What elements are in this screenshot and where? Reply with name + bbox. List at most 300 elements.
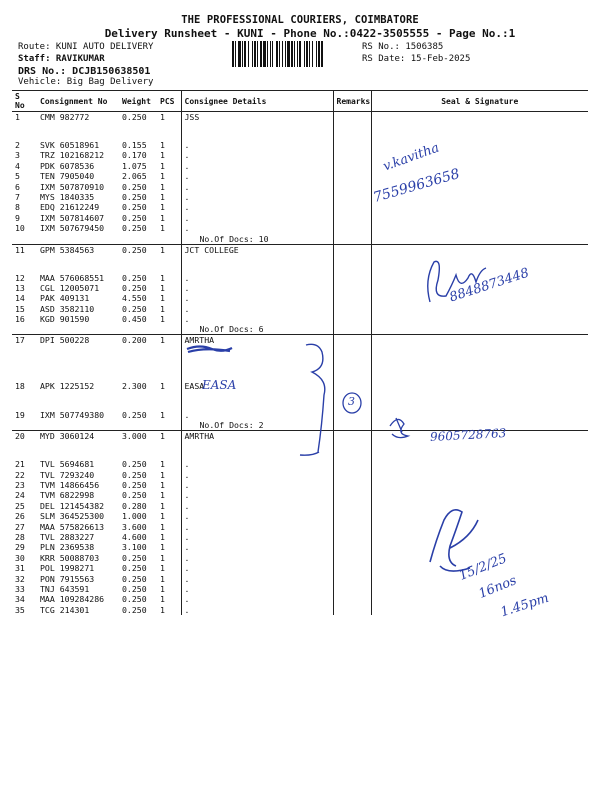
cell-remarks — [333, 112, 371, 123]
cell-pcs: 1 — [160, 459, 165, 470]
table-row — [12, 605, 588, 615]
cell-weight: 0.450 — [122, 314, 147, 325]
table-row — [12, 150, 588, 160]
cell-seal — [371, 490, 588, 500]
cell-seal — [371, 553, 588, 563]
table-row — [12, 574, 588, 584]
cell-weight: 0.250 — [122, 223, 147, 234]
table-row — [12, 459, 588, 469]
cell-remarks — [333, 293, 371, 303]
cell-seal — [371, 459, 588, 469]
cell-sno: 12 — [15, 272, 25, 283]
table-row — [12, 140, 588, 150]
cell-details: AMRTHA — [181, 431, 333, 442]
table-row — [12, 335, 588, 346]
cell-details: . — [181, 410, 333, 420]
table-row — [12, 112, 588, 123]
cell-pcs: 1 — [160, 511, 165, 522]
cell-remarks — [333, 522, 371, 532]
cell-pcs: 1 — [160, 604, 165, 615]
docs-count-row — [12, 324, 588, 335]
cell-remarks — [333, 584, 371, 594]
table-row — [12, 584, 588, 594]
table-row — [12, 490, 588, 500]
cell-seal — [371, 324, 588, 335]
cell-consignment: CMM 982772 — [37, 112, 119, 123]
cell-pcs — [157, 420, 181, 431]
cell-sno: 16 — [15, 314, 25, 325]
cell-pcs: 1 — [160, 563, 165, 574]
cell-seal — [371, 594, 588, 604]
col-header-remarks: Remarks — [333, 91, 371, 112]
cell-consignment — [37, 345, 119, 363]
cell-details: . — [181, 223, 333, 233]
cell-remarks — [333, 255, 371, 273]
cell-sno: 33 — [15, 583, 25, 594]
cell-details — [181, 392, 333, 410]
cell-sno: 8 — [15, 202, 20, 213]
cell-consignment: PLN 2369538 — [40, 542, 95, 553]
cell-pcs: 1 — [160, 191, 165, 202]
cell-weight — [119, 441, 157, 459]
cell-details: . — [181, 480, 333, 490]
cell-remarks — [333, 283, 371, 293]
cell-sno: 2 — [15, 140, 20, 150]
cell-weight: 3.000 — [119, 431, 157, 442]
cell-weight: 4.600 — [122, 531, 147, 542]
runsheet-table — [12, 90, 588, 615]
cell-seal — [371, 304, 588, 314]
cell-seal — [371, 335, 588, 346]
cell-details — [181, 441, 333, 459]
cell-seal — [371, 574, 588, 584]
cell-seal — [371, 363, 588, 381]
cell-seal — [371, 431, 588, 442]
cell-details: JSS — [181, 112, 333, 123]
cell-seal — [371, 234, 588, 245]
cell-pcs: 1 — [157, 431, 181, 442]
table-spacer-row — [12, 122, 588, 140]
cell-weight — [119, 363, 157, 381]
cell-pcs: 1 — [160, 490, 165, 501]
cell-pcs: 1 — [160, 303, 165, 314]
cell-consignment: IXM 507814607 — [40, 212, 105, 223]
cell-weight — [119, 234, 157, 245]
cell-details: . — [181, 522, 333, 532]
table-row — [12, 283, 588, 293]
cell-remarks — [333, 335, 371, 346]
cell-sno — [12, 441, 37, 459]
cell-remarks — [333, 161, 371, 171]
cell-weight: 0.250 — [122, 490, 147, 501]
cell-weight: 0.250 — [122, 282, 147, 293]
cell-weight: 0.250 — [122, 191, 147, 202]
signature-2-phone: 8848873448 — [447, 265, 532, 306]
cell-pcs: 1 — [160, 552, 165, 563]
table-row — [12, 381, 588, 391]
cell-details: . — [181, 304, 333, 314]
table-row — [12, 304, 588, 314]
cell-sno: 3 — [15, 150, 20, 161]
cell-weight: 0.250 — [122, 212, 147, 223]
cell-details: . — [181, 553, 333, 563]
table-row — [12, 501, 588, 511]
col-header-seal: Seal & Signature — [371, 91, 588, 112]
route-label: Route: KUNI AUTO DELIVERY — [18, 42, 154, 52]
table-row — [12, 542, 588, 552]
cell-details: . — [181, 459, 333, 469]
cell-consignment: APK 1225152 — [40, 381, 95, 392]
cell-seal — [371, 112, 588, 123]
cell-remarks — [333, 410, 371, 420]
cell-seal — [371, 182, 588, 192]
cell-remarks — [333, 511, 371, 521]
cell-sno — [12, 392, 37, 410]
cell-consignment: PAK 409131 — [40, 293, 90, 304]
cell-details: . — [181, 490, 333, 500]
table-row — [12, 244, 588, 255]
cell-remarks — [333, 470, 371, 480]
cell-details: . — [181, 594, 333, 604]
table-spacer-row — [12, 441, 588, 459]
cell-consignment: TVM 6822998 — [40, 490, 95, 501]
cell-weight: 0.250 — [119, 244, 157, 255]
cell-sno: 34 — [15, 594, 25, 605]
barcode — [232, 41, 356, 67]
cell-remarks — [333, 213, 371, 223]
cell-sno: 1 — [12, 112, 37, 123]
cell-sno: 4 — [15, 160, 20, 171]
cell-seal — [371, 420, 588, 431]
table-row — [12, 553, 588, 563]
cell-sno: 15 — [15, 303, 25, 314]
cell-seal — [371, 293, 588, 303]
cell-seal — [371, 202, 588, 212]
cell-remarks — [333, 363, 371, 381]
cell-consignment: TVL 5694681 — [40, 459, 95, 470]
cell-remarks — [333, 345, 371, 363]
col-header-weight: Weight — [119, 91, 157, 112]
cell-details: No.Of Docs: 6 — [181, 324, 333, 335]
cell-seal — [371, 255, 588, 273]
cell-details — [181, 122, 333, 140]
cell-weight: 0.250 — [122, 303, 147, 314]
cell-details — [181, 345, 333, 363]
cell-sno: 10 — [15, 223, 25, 234]
cell-remarks — [333, 182, 371, 192]
table-spacer-row — [12, 345, 588, 363]
cell-pcs — [157, 122, 181, 140]
cell-details: . — [181, 511, 333, 521]
cell-pcs: 1 — [160, 314, 165, 325]
cell-weight — [119, 420, 157, 431]
cell-consignment: EDQ 21612249 — [40, 202, 100, 213]
cell-sno: 18 — [15, 381, 25, 392]
cell-consignment — [37, 363, 119, 381]
cell-pcs — [157, 441, 181, 459]
cell-seal — [371, 511, 588, 521]
cell-weight — [119, 345, 157, 363]
cell-sno — [12, 420, 37, 431]
cell-pcs: 1 — [160, 272, 165, 283]
cell-sno: 21 — [15, 459, 25, 470]
cell-weight: 0.250 — [122, 563, 147, 574]
cell-pcs: 1 — [160, 223, 165, 234]
cell-weight: 0.280 — [122, 500, 147, 511]
cell-sno: 29 — [15, 542, 25, 553]
cell-remarks — [333, 501, 371, 511]
cell-details: . — [181, 542, 333, 552]
cell-pcs — [157, 345, 181, 363]
cell-pcs: 1 — [160, 542, 165, 553]
cell-consignment: IXM 507870910 — [40, 181, 105, 192]
cell-weight: 4.550 — [122, 293, 147, 304]
staff-label: Staff: RAVIKUMAR — [18, 54, 105, 64]
cell-details — [181, 255, 333, 273]
cell-seal — [371, 480, 588, 490]
table-row — [12, 532, 588, 542]
cell-weight: 0.250 — [122, 469, 147, 480]
vehicle-label: Vehicle: Big Bag Delivery — [18, 77, 154, 87]
cell-weight: 0.170 — [122, 150, 147, 161]
cell-details: . — [181, 605, 333, 615]
cell-remarks — [333, 441, 371, 459]
cell-sno: 7 — [15, 191, 20, 202]
cell-consignment: TVM 14866456 — [40, 480, 100, 491]
cell-sno — [12, 324, 37, 335]
cell-pcs: 1 — [160, 140, 165, 150]
cell-remarks — [333, 244, 371, 255]
cell-details: . — [181, 470, 333, 480]
cell-remarks — [333, 140, 371, 150]
cell-remarks — [333, 563, 371, 573]
cell-weight: 2.300 — [122, 381, 147, 392]
cell-weight: 0.250 — [122, 202, 147, 213]
cell-pcs — [157, 392, 181, 410]
cell-remarks — [333, 314, 371, 324]
cell-remarks — [333, 171, 371, 181]
time-note: 1.45pm — [498, 590, 551, 621]
cell-pcs: 1 — [160, 594, 165, 605]
cell-consignment: KGD 901590 — [40, 314, 90, 325]
cell-pcs: 1 — [157, 335, 181, 346]
cell-weight: 0.250 — [122, 409, 147, 420]
cell-sno: 28 — [15, 531, 25, 542]
cell-sno: 22 — [15, 469, 25, 480]
cell-seal — [371, 501, 588, 511]
cell-weight: 0.200 — [119, 335, 157, 346]
runsheet-subtitle: Delivery Runsheet - KUNI - Phone No.:0422-3505555 - Page No.:1 — [104, 27, 516, 40]
cell-sno: 19 — [15, 409, 25, 420]
table-spacer-row — [12, 255, 588, 273]
cell-pcs: 1 — [157, 112, 181, 123]
cell-details: . — [181, 273, 333, 283]
cell-weight: 3.100 — [122, 542, 147, 553]
cell-seal — [371, 122, 588, 140]
cell-sno: 27 — [15, 521, 25, 532]
cell-sno — [12, 363, 37, 381]
cell-weight: 0.250 — [122, 583, 147, 594]
cell-sno — [12, 345, 37, 363]
cell-remarks — [333, 431, 371, 442]
cell-consignment: TEN 7905040 — [40, 171, 95, 182]
cell-consignment — [37, 420, 119, 431]
cell-weight: 0.250 — [122, 594, 147, 605]
cell-seal — [371, 563, 588, 573]
drs-number: DRS No.: DCJB150638501 — [18, 66, 151, 77]
cell-details: . — [181, 202, 333, 212]
cell-remarks — [333, 202, 371, 212]
cell-remarks — [333, 392, 371, 410]
table-header-row — [12, 91, 588, 112]
cell-remarks — [333, 459, 371, 469]
table-row — [12, 171, 588, 181]
table-row — [12, 314, 588, 324]
cell-consignment: IXM 507749380 — [40, 409, 105, 420]
cell-details: . — [181, 283, 333, 293]
col-header-sno: S No — [12, 91, 37, 112]
cell-seal — [371, 542, 588, 552]
cell-weight: 3.600 — [122, 521, 147, 532]
cell-seal — [371, 441, 588, 459]
cell-remarks — [333, 553, 371, 563]
cell-pcs: 1 — [160, 150, 165, 161]
docs-count-row — [12, 234, 588, 245]
rs-date: RS Date: 15-Feb-2025 — [362, 54, 471, 64]
cell-remarks — [333, 574, 371, 584]
cell-remarks — [333, 122, 371, 140]
table-row — [12, 192, 588, 202]
rs-number: RS No.: 1506385 — [362, 42, 444, 52]
cell-consignment: TRZ 102168212 — [40, 150, 105, 161]
cell-pcs: 1 — [160, 500, 165, 511]
cell-seal — [371, 283, 588, 293]
cell-weight: 0.250 — [122, 272, 147, 283]
cell-consignment: MYS 1840335 — [40, 191, 95, 202]
cell-weight: 0.155 — [122, 140, 147, 150]
cell-sno: 23 — [15, 480, 25, 491]
cell-consignment: PDK 6078536 — [40, 160, 95, 171]
cell-weight: 0.250 — [122, 552, 147, 563]
table-row — [12, 213, 588, 223]
cell-consignment: TNJ 643591 — [40, 583, 90, 594]
cell-details: No.Of Docs: 10 — [181, 234, 333, 245]
cell-sno: 26 — [15, 511, 25, 522]
cell-pcs: 1 — [160, 202, 165, 213]
cell-pcs: 1 — [160, 480, 165, 491]
table-spacer-row — [12, 363, 588, 381]
cell-details: . — [181, 501, 333, 511]
cell-remarks — [333, 234, 371, 245]
cell-pcs — [157, 234, 181, 245]
cell-seal — [371, 381, 588, 391]
cell-seal — [371, 213, 588, 223]
cell-pcs: 1 — [160, 160, 165, 171]
cell-weight: 0.250 — [122, 181, 147, 192]
cell-seal — [371, 161, 588, 171]
cell-pcs: 1 — [160, 171, 165, 182]
cell-consignment: KRR 50088703 — [40, 552, 100, 563]
cell-pcs: 1 — [160, 469, 165, 480]
table-row — [12, 470, 588, 480]
cell-seal — [371, 410, 588, 420]
cell-remarks — [333, 304, 371, 314]
table-row — [12, 480, 588, 490]
cell-sno — [12, 255, 37, 273]
table-row — [12, 182, 588, 192]
table-row — [12, 223, 588, 233]
cell-pcs: 1 — [160, 293, 165, 304]
cell-weight: 1.075 — [122, 160, 147, 171]
cell-details: . — [181, 532, 333, 542]
cell-remarks — [333, 273, 371, 283]
cell-sno — [12, 234, 37, 245]
table-row — [12, 431, 588, 442]
cell-details: JCT COLLEGE — [181, 244, 333, 255]
barcode-bar — [323, 41, 324, 67]
table-row — [12, 161, 588, 171]
cell-pcs: 1 — [160, 521, 165, 532]
cell-consignment — [37, 234, 119, 245]
signature-3-phone: 9605728763 — [429, 426, 507, 444]
cell-pcs: 1 — [160, 531, 165, 542]
cell-sno: 31 — [15, 563, 25, 574]
cell-remarks — [333, 150, 371, 160]
cell-consignment: ASD 3582110 — [40, 303, 95, 314]
cell-pcs: 1 — [160, 573, 165, 584]
cell-seal — [371, 392, 588, 410]
signature-1-name: v.kavitha — [381, 140, 442, 175]
cell-weight: 0.250 — [122, 604, 147, 615]
table-row — [12, 273, 588, 283]
cell-seal — [371, 273, 588, 283]
cell-remarks — [333, 490, 371, 500]
cell-remarks — [333, 420, 371, 431]
cell-consignment: DEL 121454382 — [40, 500, 105, 511]
col-header-consignment: Consignment No — [37, 91, 119, 112]
docs-count-row — [12, 420, 588, 431]
cell-details: EASA — [181, 381, 333, 391]
cell-details — [181, 363, 333, 381]
cell-sno: 35 — [15, 604, 25, 615]
cell-weight: 2.065 — [122, 171, 147, 182]
date-note: 15/2/25 — [457, 551, 510, 584]
cell-consignment: TCG 214301 — [40, 604, 90, 615]
cell-consignment — [37, 122, 119, 140]
cell-sno: 11 — [12, 244, 37, 255]
cell-sno: 30 — [15, 552, 25, 563]
cell-weight — [119, 324, 157, 335]
cell-consignment: DPI 500228 — [37, 335, 119, 346]
cell-details: . — [181, 574, 333, 584]
cell-details: . — [181, 150, 333, 160]
cell-remarks — [333, 324, 371, 335]
cell-seal — [371, 192, 588, 202]
cell-consignment: MAA 575826613 — [40, 521, 105, 532]
cell-pcs — [157, 324, 181, 335]
table-row — [12, 563, 588, 573]
cell-remarks — [333, 192, 371, 202]
cell-sno: 24 — [15, 490, 25, 501]
cell-details: . — [181, 161, 333, 171]
cell-details: . — [181, 182, 333, 192]
cell-consignment: MAA 576068551 — [40, 272, 105, 283]
cell-sno: 13 — [15, 282, 25, 293]
cell-weight: 0.250 — [122, 459, 147, 470]
signature-1-phone: 7559963658 — [371, 166, 462, 206]
cell-details: . — [181, 171, 333, 181]
cell-consignment — [37, 324, 119, 335]
